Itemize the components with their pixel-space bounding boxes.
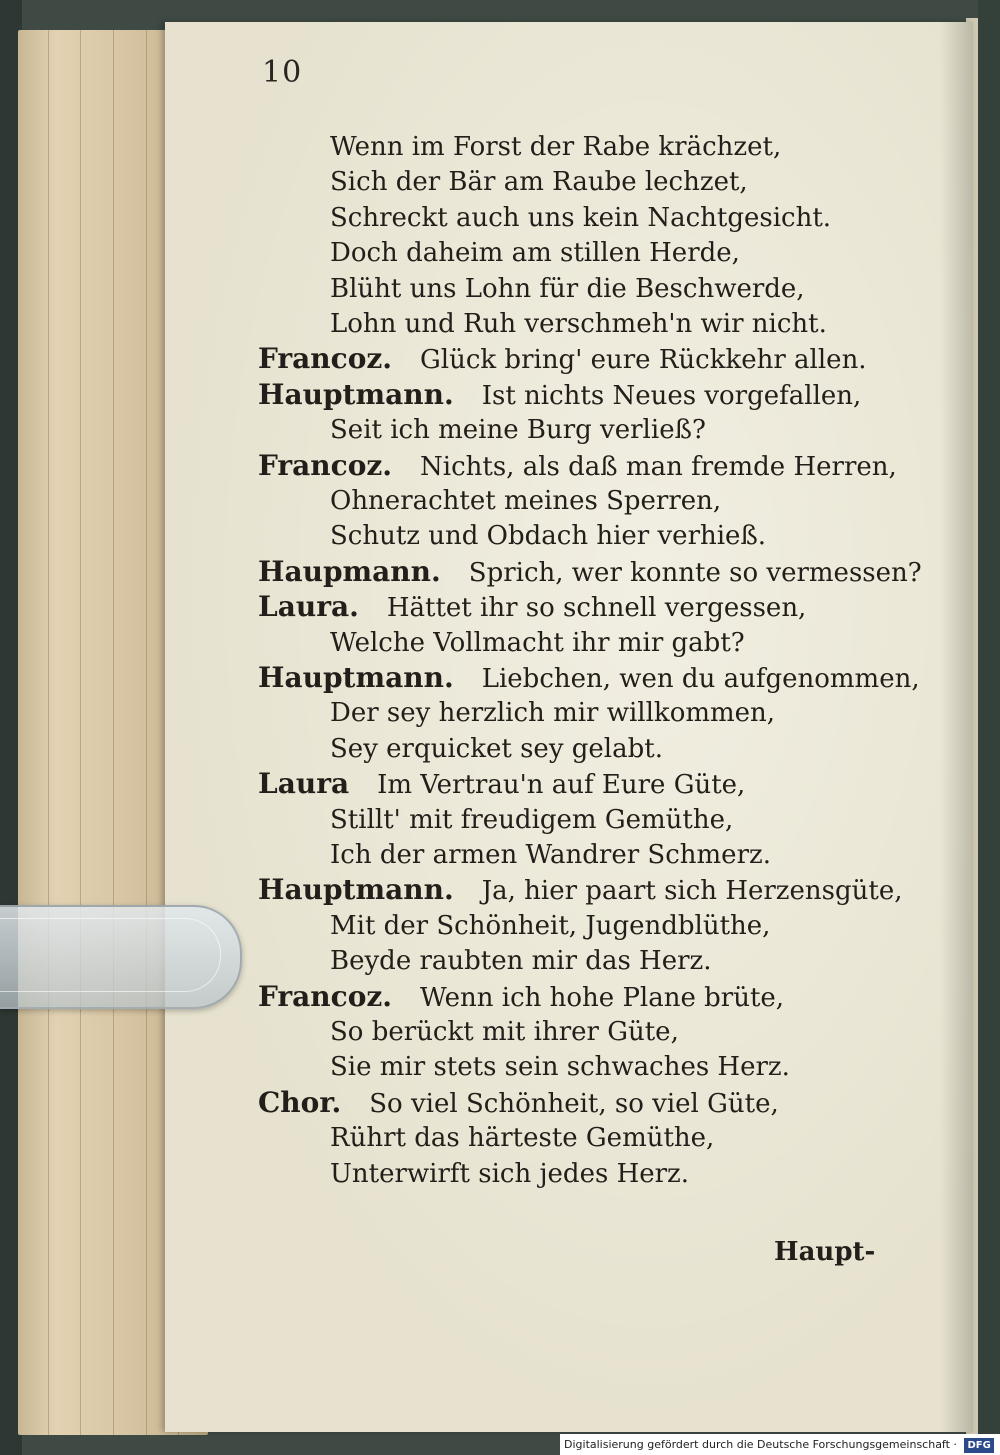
speech-text: So berückt mit ihrer Güte, [330,1017,679,1047]
speech-text: Liebchen, wen du aufgenommen, [481,664,920,694]
catchword: Haupt- [774,1237,876,1267]
verse-line [330,909,770,943]
verse-line [330,803,733,837]
speech-text: Glück bring' eure Rückkehr allen. [420,345,867,376]
verse-line [330,626,745,660]
verse-line [330,944,712,978]
speech-text: Nichts, als daß man fremde Herren, [420,451,897,482]
speech-text: Mit der Schönheit, Jugendblüthe, [330,910,771,941]
speech-text: Sie mir stets sein schwaches Herz. [330,1052,790,1083]
verse-line [258,555,922,590]
speaker-name: Chor. [258,1085,342,1119]
verse-line [258,767,745,802]
verse-line [258,980,784,1015]
verse-line [330,272,805,306]
verse-line [258,1086,779,1121]
speech-text: Welche Vollmacht ihr mir gabt? [330,627,745,658]
speech-text: Sprich, wer konnte so vermessen? [468,557,922,588]
speech-text: Beyde raubten mir das Herz. [330,946,712,977]
verse-line [330,165,748,199]
verse-line [330,1121,714,1155]
speech-text: Ist nichts Neues vorgefallen, [481,380,862,411]
speech-text: Schutz und Obdach hier verhieß. [330,521,767,552]
speech-text: Lohn und Ruh verschmeh'n wir nicht. [330,309,827,339]
verse-line [330,696,775,730]
verse-line [330,484,721,518]
verse-line [330,519,766,553]
speech-text: Stillt' mit freudigem Gemüthe, [330,804,734,835]
verse-line [330,1015,679,1049]
speech-text: Der sey herzlich mir willkommen, [330,698,776,729]
speech-text: Sey erquicket sey gelabt. [330,733,663,764]
footer-text: Digitalisierung gefördert durch die Deutsche Forschungsgemeinschaft [564,1438,950,1451]
dfg-logo: DFG [964,1438,993,1453]
speech-text: So viel Schönheit, so viel Güte, [369,1088,779,1119]
page-number: 10 [262,55,303,90]
verse-line [330,1157,689,1191]
verse-line [330,838,771,872]
verse-line [258,449,897,484]
speaker-name: Laura. [258,590,359,624]
verse-line [258,590,806,625]
speech-text: Sich der Bär am Raube lechzet, [330,167,748,198]
speaker-name: Laura [258,767,350,801]
scan-background-right [978,0,1000,1455]
page-gutter-shadow [940,22,973,1432]
digitization-footer: Digitalisierung gefördert durch die Deutsche Forschungsgemeinschaft · DFG [560,1434,1000,1455]
verse-line [330,1050,790,1084]
speech-text: Ich der armen Wandrer Schmerz. [330,840,771,870]
speaker-name: Francoz. [258,342,393,376]
verse-line [258,378,861,413]
speech-text: Rührt das härteste Gemüthe, [330,1123,715,1154]
speaker-name: Francoz. [258,979,393,1013]
speech-text: Seit ich meine Burg verließ? [330,415,706,446]
verse-line [330,130,781,164]
verse-line [258,661,920,696]
verse-line [330,413,706,447]
verse-line [258,342,867,377]
speech-text: Doch daheim am stillen Herde, [330,238,740,269]
speaker-name: Hauptmann. [258,377,454,411]
verse-line [330,732,663,766]
speaker-name: Hauptmann. [258,873,454,907]
verse-line [330,236,740,270]
verse-line [330,307,827,341]
verse-line [258,873,902,908]
speech-text: Schreckt auch uns kein Nachtgesicht. [330,202,832,233]
speech-text: Wenn ich hohe Plane brüte, [420,982,785,1013]
speaker-name: Hauptmann. [258,661,454,694]
verse-line [330,201,831,235]
speaker-name: Francoz. [258,448,393,482]
speech-text: Ohnerachtet meines Sperren, [330,486,722,516]
speech-text: Unterwirft sich jedes Herz. [330,1158,690,1189]
speech-text: Ja, hier paart sich Herzensgüte, [481,876,903,907]
speech-text: Wenn im Forst der Rabe krächzet, [330,132,782,162]
speech-text: Im Vertrau'n auf Eure Güte, [377,770,746,801]
speech-text: Hättet ihr so schnell vergessen, [386,593,807,624]
page-holder-clip-highlight [0,918,221,992]
speaker-name: Haupmann. [258,554,441,588]
speech-text: Blüht uns Lohn für die Beschwerde, [330,273,805,304]
